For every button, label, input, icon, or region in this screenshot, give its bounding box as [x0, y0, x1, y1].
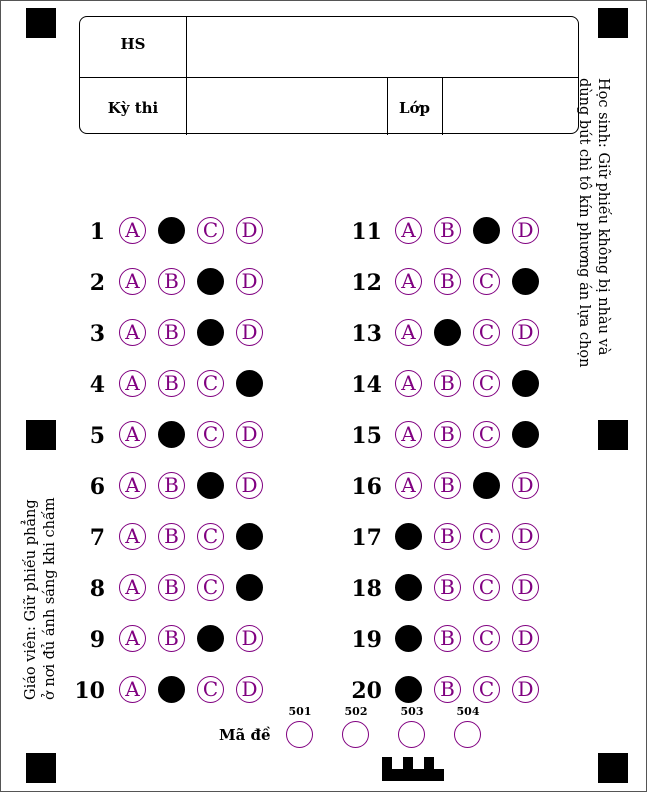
exam-code-number: 504 [456, 705, 480, 718]
answer-bubble-b[interactable]: B [158, 625, 185, 652]
exam-code-label: Mã đề [219, 726, 271, 744]
answer-bubble-d[interactable]: D [512, 268, 539, 295]
answer-bubble-a[interactable]: A [395, 676, 422, 703]
answer-bubble-d[interactable]: D [512, 370, 539, 397]
answer-bubble-a[interactable]: A [119, 523, 146, 550]
answer-bubble-d[interactable]: D [236, 268, 263, 295]
answer-bubble-b[interactable]: B [434, 676, 461, 703]
answer-bubble-c[interactable]: C [197, 676, 224, 703]
answer-bubble-a[interactable]: A [119, 217, 146, 244]
timing-pattern-block [382, 769, 392, 781]
info-box-divider [80, 77, 578, 78]
question-number: 4 [89, 372, 105, 398]
exam-code-number: 503 [400, 705, 424, 718]
answer-bubble-a[interactable]: A [119, 268, 146, 295]
answer-bubble-c[interactable]: C [473, 217, 500, 244]
question-number: 20 [351, 678, 382, 704]
question-number: 6 [89, 474, 105, 500]
exam-code-bubble[interactable] [398, 721, 425, 748]
answer-bubble-b[interactable]: B [158, 268, 185, 295]
question-number: 5 [89, 423, 105, 449]
exam-code-bubble[interactable] [342, 721, 369, 748]
answer-bubble-b[interactable]: B [158, 523, 185, 550]
answer-bubble-b[interactable]: B [434, 421, 461, 448]
question-number: 19 [351, 627, 382, 653]
answer-bubble-a[interactable]: A [119, 625, 146, 652]
question-number: 8 [89, 576, 105, 602]
answer-bubble-a[interactable]: A [395, 472, 422, 499]
question-number: 16 [351, 474, 382, 500]
answer-bubble-a[interactable]: A [395, 421, 422, 448]
timing-pattern-block [403, 757, 413, 769]
answer-bubble-b[interactable]: B [434, 574, 461, 601]
answer-bubble-a[interactable]: A [395, 268, 422, 295]
answer-bubble-a[interactable]: A [395, 217, 422, 244]
answer-bubble-b[interactable]: B [158, 421, 185, 448]
answer-bubble-c[interactable]: C [197, 625, 224, 652]
answer-bubble-d[interactable]: D [236, 217, 263, 244]
answer-bubble-d[interactable]: D [512, 625, 539, 652]
answer-bubble-d[interactable]: D [236, 574, 263, 601]
answer-bubble-d[interactable]: D [236, 676, 263, 703]
question-number: 18 [351, 576, 382, 602]
teacher-instructions [22, 497, 60, 700]
answer-bubble-a[interactable]: A [395, 574, 422, 601]
question-number: 12 [351, 270, 382, 296]
answer-bubble-c[interactable]: C [473, 625, 500, 652]
timing-pattern-block [403, 769, 413, 781]
student-instructions [574, 78, 612, 367]
answer-bubble-a[interactable]: A [119, 574, 146, 601]
answer-bubble-b[interactable]: B [434, 625, 461, 652]
question-number: 3 [89, 321, 105, 347]
timing-pattern-block [382, 757, 392, 769]
question-number: 15 [351, 423, 382, 449]
answer-bubble-c[interactable]: C [197, 217, 224, 244]
student-name-label: HS [120, 35, 146, 53]
answer-bubble-d[interactable]: D [236, 319, 263, 346]
answer-bubble-c[interactable]: C [197, 472, 224, 499]
timing-pattern [382, 757, 444, 781]
question-number: 9 [89, 627, 105, 653]
timing-pattern-block [392, 769, 402, 781]
answer-bubble-c[interactable]: C [197, 319, 224, 346]
answer-bubble-c[interactable]: C [197, 523, 224, 550]
alignment-marker-top-left [26, 8, 56, 38]
answer-bubble-c[interactable]: C [473, 574, 500, 601]
question-number: 13 [351, 321, 382, 347]
answer-bubble-b[interactable]: B [158, 574, 185, 601]
answer-bubble-b[interactable]: B [434, 523, 461, 550]
answer-bubble-b[interactable]: B [158, 217, 185, 244]
answer-bubble-b[interactable]: B [158, 676, 185, 703]
question-number: 11 [351, 219, 382, 245]
answer-bubble-c[interactable]: C [473, 421, 500, 448]
answer-bubble-a[interactable]: A [395, 625, 422, 652]
alignment-marker-bottom-left [26, 753, 56, 783]
question-number: 7 [89, 525, 105, 551]
answer-bubble-b[interactable]: B [158, 370, 185, 397]
answer-bubble-d[interactable]: D [512, 421, 539, 448]
answer-bubble-b[interactable]: B [158, 472, 185, 499]
question-number: 2 [89, 270, 105, 296]
answer-bubble-b[interactable]: B [158, 319, 185, 346]
answer-bubble-a[interactable]: A [119, 421, 146, 448]
timing-pattern-block [434, 769, 444, 781]
answer-bubble-d[interactable]: D [512, 676, 539, 703]
answer-bubble-d[interactable]: D [236, 625, 263, 652]
timing-pattern-block [413, 769, 423, 781]
answer-bubble-a[interactable]: A [119, 472, 146, 499]
student-info-box [79, 16, 579, 134]
answer-bubble-b[interactable]: B [434, 319, 461, 346]
answer-bubble-c[interactable]: C [197, 574, 224, 601]
answer-bubble-b[interactable]: B [434, 370, 461, 397]
answer-bubble-c[interactable]: C [473, 676, 500, 703]
answer-bubble-b[interactable]: B [434, 472, 461, 499]
alignment-marker-top-right [598, 8, 628, 38]
answer-bubble-c[interactable]: C [197, 268, 224, 295]
answer-bubble-c[interactable]: C [473, 472, 500, 499]
teacher-instructions-line: ở nơi đủ ánh sáng khi chấm [42, 497, 58, 700]
answer-bubble-b[interactable]: B [434, 217, 461, 244]
exam-code-number: 501 [288, 705, 312, 718]
exam-code-number: 502 [344, 705, 368, 718]
answer-bubble-a[interactable]: A [119, 370, 146, 397]
answer-bubble-d[interactable]: D [236, 370, 263, 397]
answer-bubble-b[interactable]: B [434, 268, 461, 295]
exam-code-bubble[interactable] [286, 721, 313, 748]
teacher-instructions-line: Giáo viên: Giữ phiếu phẳng [23, 499, 39, 700]
answer-bubble-c[interactable]: C [473, 370, 500, 397]
timing-pattern-block [424, 769, 434, 781]
exam-code-bubble[interactable] [454, 721, 481, 748]
answer-bubble-d[interactable]: D [236, 472, 263, 499]
answer-bubble-d[interactable]: D [512, 472, 539, 499]
answer-bubble-c[interactable]: C [473, 523, 500, 550]
info-box-divider [186, 17, 187, 135]
answer-bubble-a[interactable]: A [119, 676, 146, 703]
answer-bubble-a[interactable]: A [395, 370, 422, 397]
question-number: 10 [74, 678, 105, 704]
answer-bubble-a[interactable]: A [119, 319, 146, 346]
answer-bubble-d[interactable]: D [236, 523, 263, 550]
timing-pattern-block [424, 757, 434, 769]
answer-bubble-d[interactable]: D [512, 523, 539, 550]
student-instructions-line: dùng bút chì tô kín phương án lựa chọn [576, 78, 592, 368]
question-number: 1 [89, 219, 105, 245]
answer-bubble-d[interactable]: D [236, 421, 263, 448]
answer-bubble-c[interactable]: C [197, 370, 224, 397]
answer-bubble-a[interactable]: A [395, 319, 422, 346]
question-number: 17 [351, 525, 382, 551]
alignment-marker-middle-left [26, 420, 56, 450]
answer-bubble-c[interactable]: C [473, 319, 500, 346]
alignment-marker-middle-right [598, 420, 628, 450]
class-label: Lớp [398, 99, 431, 117]
info-box-divider [442, 78, 443, 135]
answer-bubble-a[interactable]: A [395, 523, 422, 550]
student-instructions-line: Học sinh: Giữ phiếu không bị nhàu và [595, 78, 611, 356]
answer-bubble-d[interactable]: D [512, 574, 539, 601]
exam-session-label: Kỳ thi [107, 99, 159, 117]
answer-bubble-d[interactable]: D [512, 217, 539, 244]
answer-bubble-c[interactable]: C [197, 421, 224, 448]
alignment-marker-bottom-right [598, 753, 628, 783]
answer-bubble-d[interactable]: D [512, 319, 539, 346]
answer-bubble-c[interactable]: C [473, 268, 500, 295]
question-number: 14 [351, 372, 382, 398]
